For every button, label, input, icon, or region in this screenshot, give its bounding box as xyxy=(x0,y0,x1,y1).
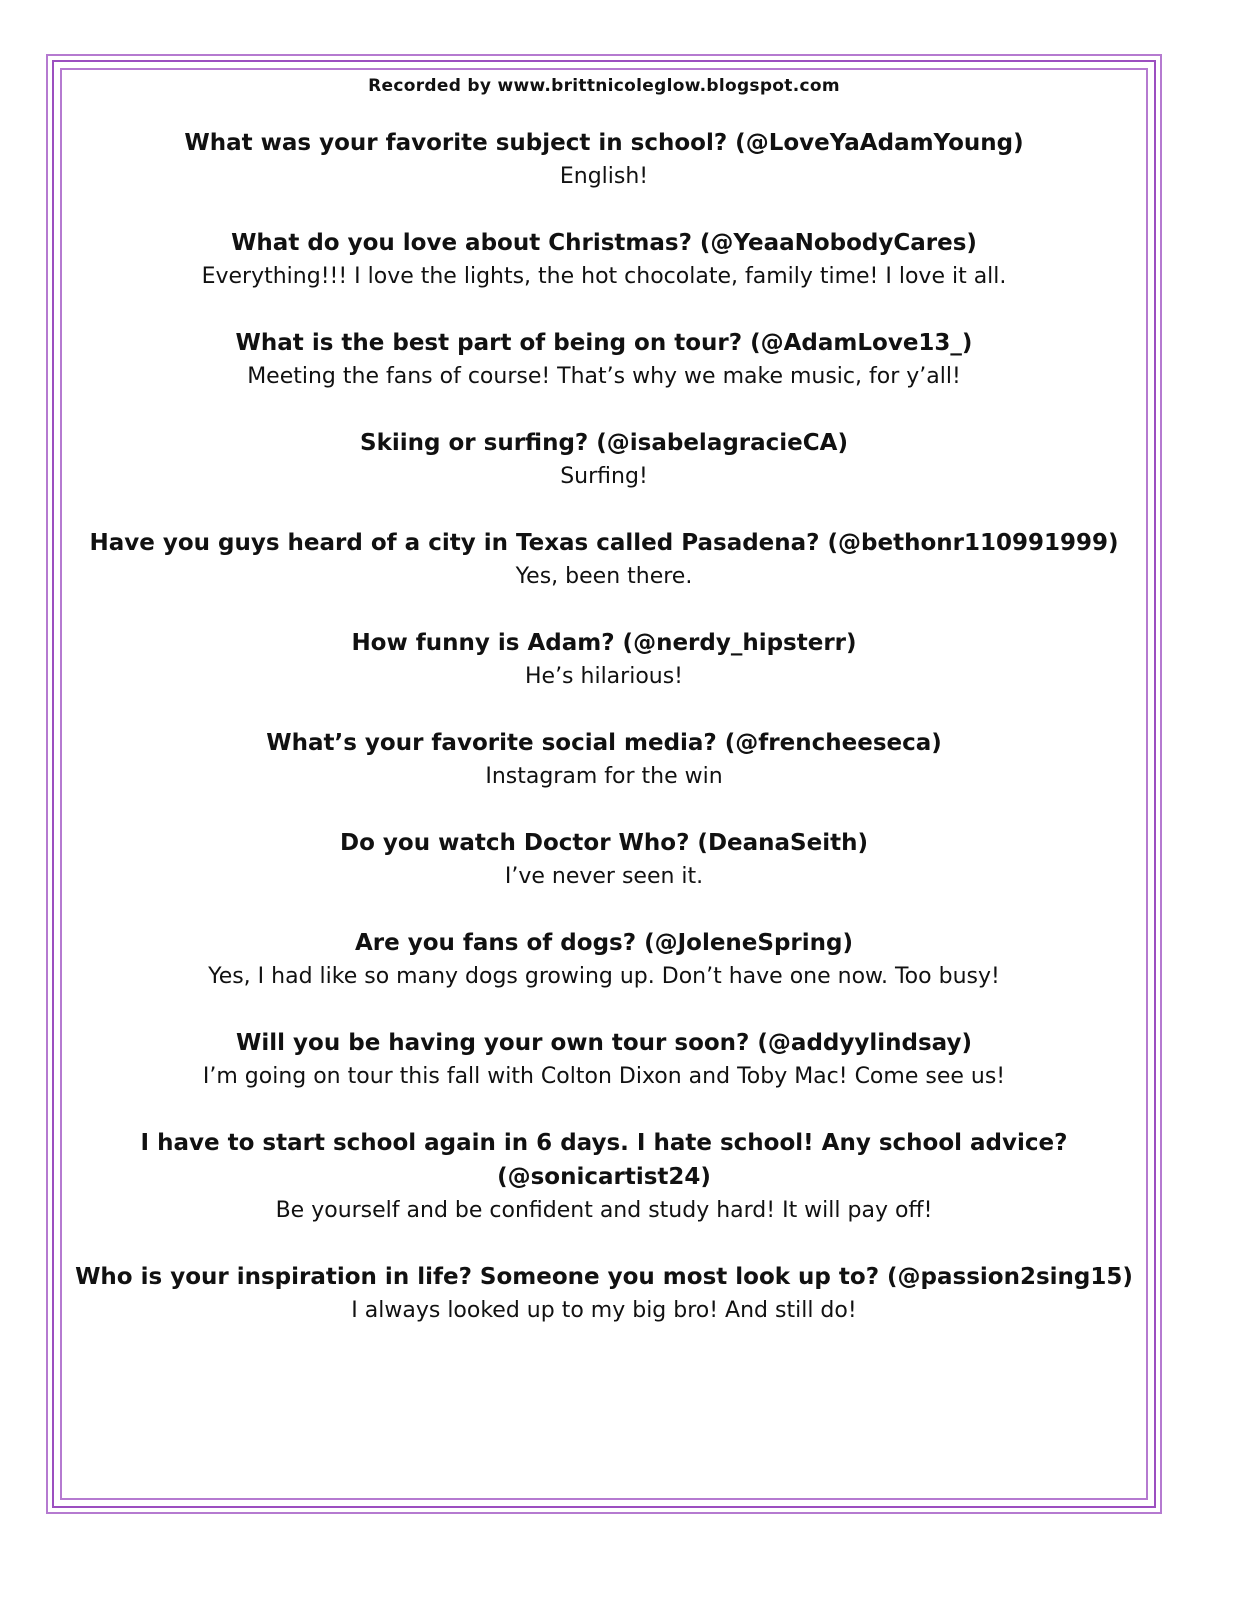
qa-item xyxy=(62,426,1146,494)
question: I have to start school again in 6 days. I hate school! Any school advice? (@sonicartist24) xyxy=(140,1130,1068,1190)
qa-item xyxy=(62,626,1146,694)
qa-item xyxy=(62,1260,1146,1328)
qa-item xyxy=(62,326,1146,394)
question: Have you guys heard of a city in Texas called Pasadena? (@bethonr110991999) xyxy=(89,530,1119,556)
question: Who is your inspiration in life? Someone you most look up to? (@passion2sing15) xyxy=(75,1264,1133,1290)
document-content xyxy=(62,70,1146,1360)
question: How funny is Adam? (@nerdy_hipsterr) xyxy=(351,630,857,656)
answer: I’ve never seen it. xyxy=(504,864,704,889)
answer: I’m going on tour this fall with Colton Dixon and Toby Mac! Come see us! xyxy=(202,1064,1006,1089)
answer: Be yourself and be confident and study hard! It will pay off! xyxy=(275,1198,933,1223)
credit-line: Recorded by www.brittnicoleglow.blogspot.com xyxy=(368,76,840,96)
qa-item xyxy=(62,226,1146,294)
question: Do you watch Doctor Who? (DeanaSeith) xyxy=(340,830,868,856)
answer: Surfing! xyxy=(560,464,648,489)
answer: Meeting the fans of course! That’s why we make music, for y’all! xyxy=(247,364,961,389)
answer: I always looked up to my big bro! And still do! xyxy=(351,1298,857,1323)
question: What was your favorite subject in school? (@LoveYaAdamYoung) xyxy=(184,130,1024,156)
qa-item xyxy=(62,726,1146,794)
question: Are you fans of dogs? (@JoleneSpring) xyxy=(354,930,854,956)
question: Skiing or surfing? (@isabelagracieCA) xyxy=(360,430,848,456)
answer: English! xyxy=(559,164,649,189)
question: What is the best part of being on tour? (@AdamLove13_) xyxy=(235,330,973,356)
question: What do you love about Christmas? (@YeaaNobodyCares) xyxy=(231,230,977,256)
answer: He’s hilarious! xyxy=(524,664,684,689)
qa-item xyxy=(62,526,1146,594)
answer: Instagram for the win xyxy=(485,764,723,789)
answer: Yes, I had like so many dogs growing up. Don’t have one now. Too busy! xyxy=(208,964,1000,989)
qa-item xyxy=(62,1026,1146,1094)
question: Will you be having your own tour soon? (@addyylindsay) xyxy=(236,1030,972,1056)
question: What’s your favorite social media? (@frencheeseca) xyxy=(266,730,942,756)
answer: Everything!!! I love the lights, the hot chocolate, family time! I love it all. xyxy=(201,264,1007,289)
qa-item xyxy=(62,126,1146,194)
qa-item xyxy=(62,926,1146,994)
qa-item xyxy=(62,1126,1146,1228)
qa-item xyxy=(62,826,1146,894)
answer: Yes, been there. xyxy=(515,564,693,589)
